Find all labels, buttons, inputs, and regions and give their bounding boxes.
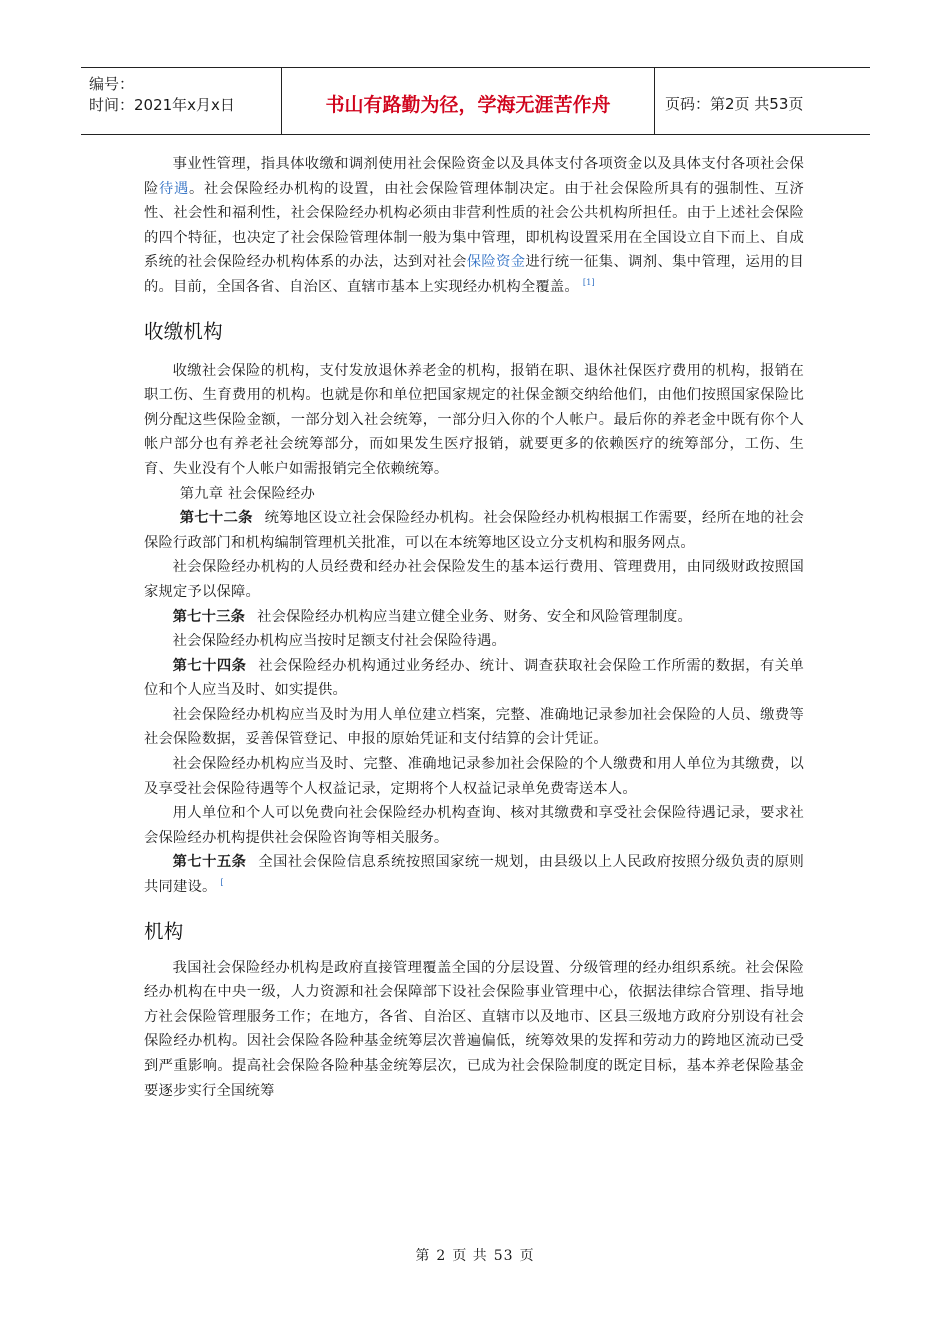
link-baoxian-zijin[interactable]: 保险资金 (466, 254, 526, 271)
article-74-para-4: 用人单位和个人可以免费向社会保险经办机构查询、核对其缴费和享受社会保险待遇记录，要求社会保险经办机构提供社会保险咨询等相关服务。 (144, 805, 804, 846)
link-daiyu[interactable]: 待遇 (159, 180, 190, 197)
chapter-title: 第九章 社会保险经办 (179, 485, 315, 502)
page-header (81, 67, 870, 135)
article-75: 第七十五条 全国社会保险信息系统按照国家统一规划，由县级以上人民政府按照分级负责的原则共同建设。 [ (144, 854, 805, 896)
reference-1[interactable]: [1] (582, 278, 595, 288)
document-number-label: 编号： (89, 75, 135, 93)
intro-paragraph: 事业性管理，指具体收缴和调剂使用社会保险资金以及具体支付各项资金以及具体支付各项社会保险待遇。社会保险经办机构的设置，由社会保险管理体制决定。由于社会保险所具有的强制性、互济性、社会性和福利性，社会保险经办机构必须由非营利性质的社会公共机构所担任。由于上述社会保险的四个特征，也决定了社会保险管理体制一般为集中管理，即机构设置采用在全国设立自下而上、自成系统的社会保险经办机构体系的办法，达到对社会保险资金进行统一征集、调剂、集中管理，运用的目的。目前，全国各省、自治区、直辖市基本上实现经办机构全覆盖。 [1] (144, 156, 804, 295)
header-motto: 书山有路勤为径，学海无涯苦作舟 (282, 68, 655, 134)
article-72-para-2: 社会保险经办机构的人员经费和经办社会保险发生的基本运行费用、管理费用，由同级财政按照国家规定予以保障。 (144, 559, 804, 600)
section-heading-collect: 收缴机构 (144, 319, 223, 343)
header-meta (81, 68, 282, 134)
footer-page-number: 2 (436, 1248, 447, 1264)
collect-paragraph: 收缴社会保险的机构，支付发放退休养老金的机构，报销在职、退休社保医疗费用的机构，报销在职工伤、生育费用的机构。也就是你和单位把国家规定的社保金额交纳给他们，由他们按照国家保险比例分配这些保险金额，一部分划入社会统筹，一部分归入你的个人帐户。最后你的养老金中既有你个人帐户部分也有养老社会统筹部分，而如果发生医疗报销，就要更多的依赖医疗的统筹部分，工伤、生育、失业没有个人帐户如需报销完全依赖统筹。 (144, 362, 804, 477)
document-time: 时间：2021年x月x日 (89, 96, 235, 114)
article-73: 第七十三条 社会保险经办机构应当建立健全业务、财务、安全和风险管理制度。 (172, 608, 692, 625)
article-72: 第七十二条 统筹地区设立社会保险经办机构。社会保险经办机构根据工作需要，经所在地的社会保险行政部门和机构编制管理机关批准，可以在本统筹地区设立分支机构和服务网点。 (144, 510, 804, 551)
document-body (144, 152, 804, 1103)
article-73-para-2: 社会保险经办机构应当按时足额支付社会保险待遇。 (172, 633, 507, 650)
article-74: 第七十四条 社会保险经办机构通过业务经办、统计、调查获取社会保险工作所需的数据，有关单位和个人应当及时、如实提供。 (144, 657, 805, 699)
reference-2[interactable]: [ (220, 878, 224, 888)
header-page-info: 页码：第2页 共53页 (665, 94, 804, 113)
org-paragraph: 我国社会保险经办机构是政府直接管理覆盖全国的分层设置、分级管理的经办组织系统。社会保险经办机构在中央一级，人力资源和社会保障部下设社会保险事业管理中心，依据法律综合管理、指导地方社会保险管理服务工作；在地方，各省、自治区、直辖市以及地市、区县三级地方政府分别设有社会保险经办机构。因社会保险各险种基金统筹层次普遍偏低，统筹效果的发挥和劳动力的跨地区流动已受到严重影响。提高社会保险各险种基金统筹层次，已成为社会保险制度的既定目标，基本养老保险基金要逐步实行全国统筹 (144, 959, 804, 1099)
article-74-para-3: 社会保险经办机构应当及时、完整、准确地记录参加社会保险的个人缴费和用人单位为其缴费，以及享受社会保险待遇等个人权益记录，定期将个人权益记录单免费寄送本人。 (144, 756, 804, 797)
section-heading-org: 机构 (144, 919, 184, 943)
page-footer: 第 2 页 共 53 页 (415, 1248, 535, 1264)
footer-total-pages: 53 (493, 1248, 514, 1264)
article-74-para-2: 社会保险经办机构应当及时为用人单位建立档案，完整、准确地记录参加社会保险的人员、缴费等社会保险数据，妥善保管登记、申报的原始凭证和支付结算的会计凭证。 (144, 706, 804, 748)
